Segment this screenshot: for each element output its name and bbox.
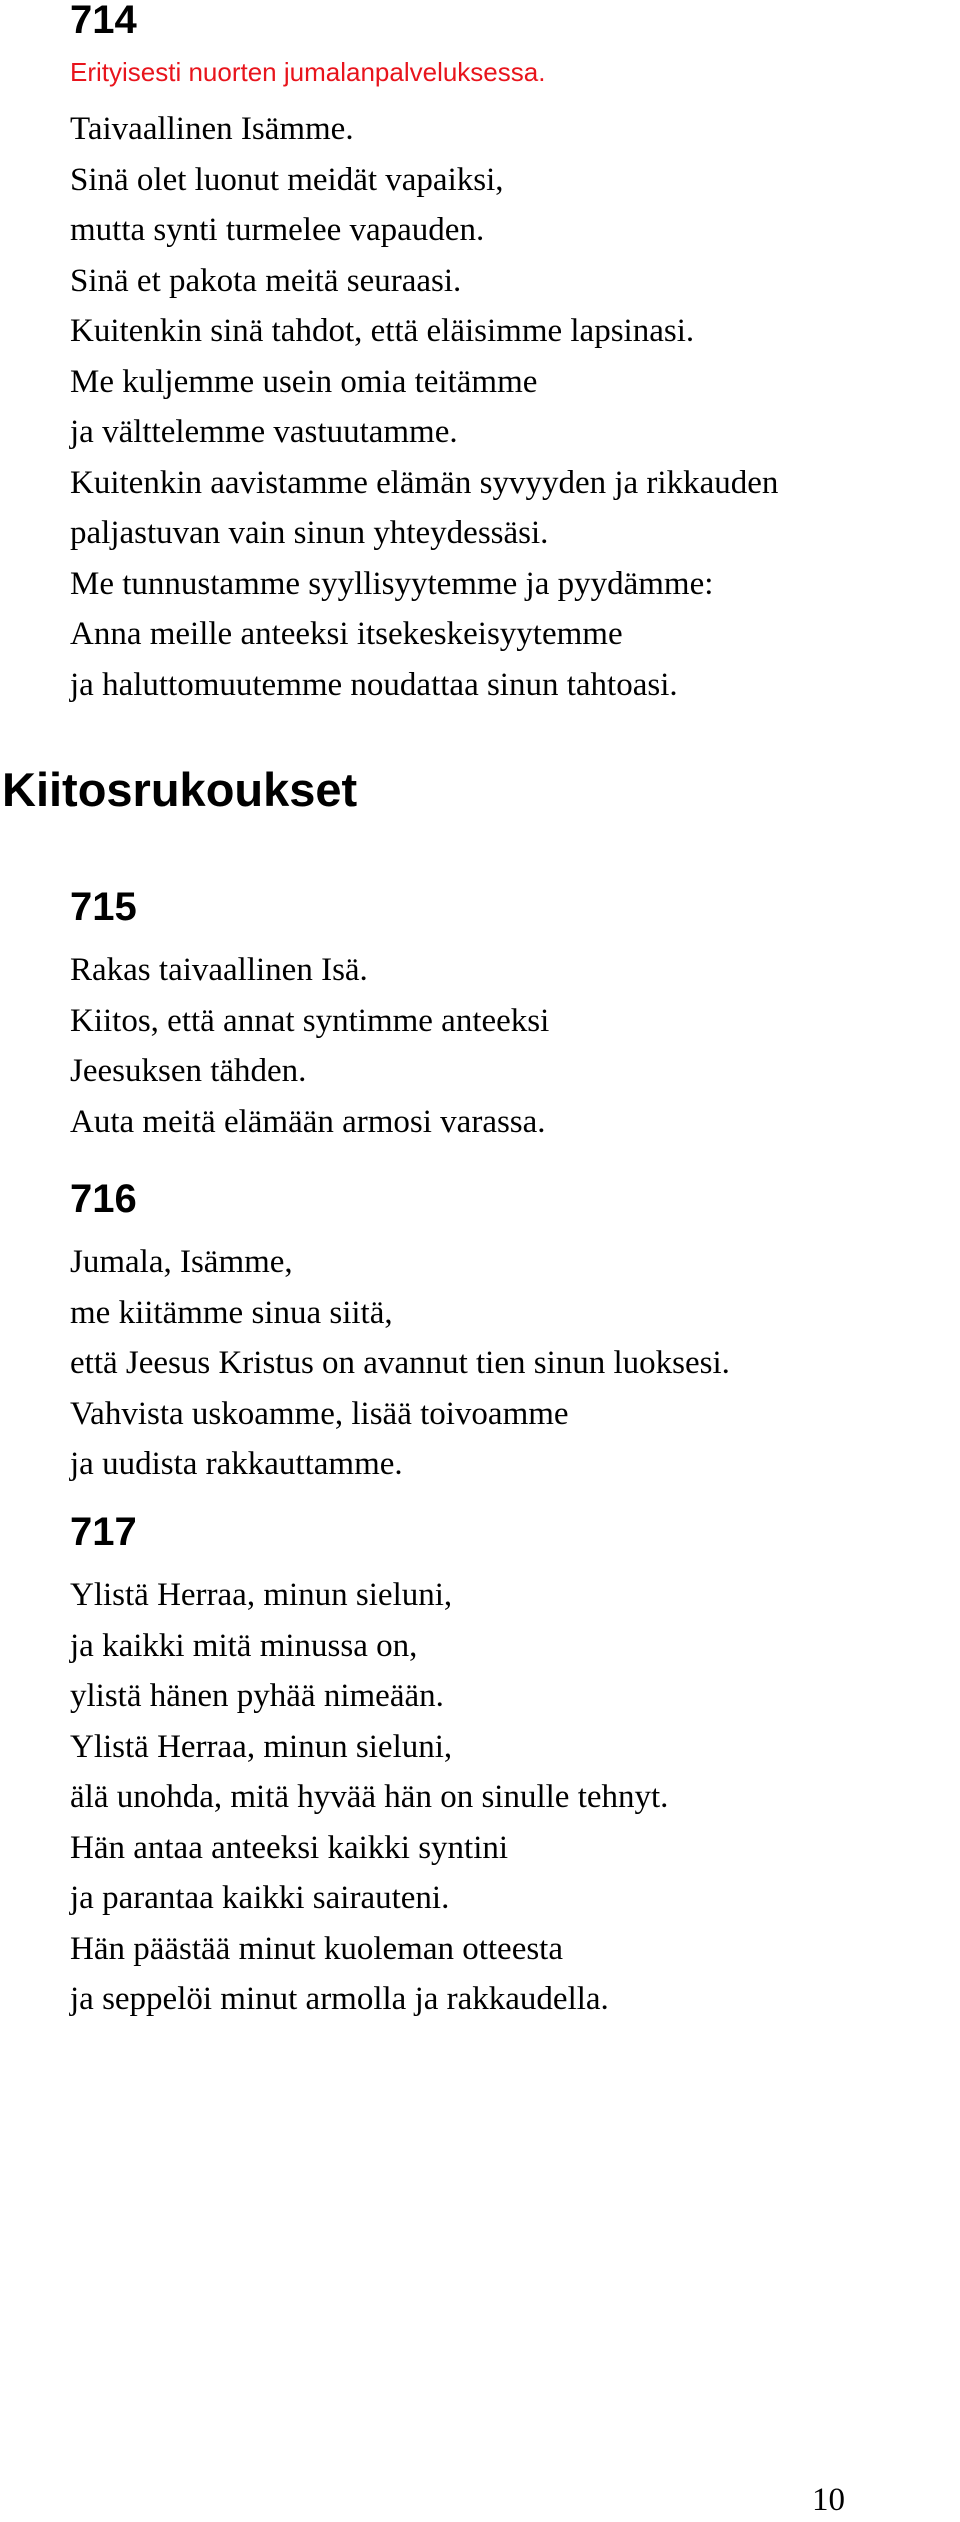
prayer-number: 716 xyxy=(70,1177,137,1221)
prayer-line: ja välttelemme vastuutamme. xyxy=(70,414,458,450)
prayer-text-715 xyxy=(70,945,549,1147)
prayer-number: 714 xyxy=(70,0,137,42)
prayer-text-717 xyxy=(70,1570,668,2025)
prayer-line: ja seppelöi minut armolla ja rakkaudella. xyxy=(70,1981,609,2017)
prayer-line: Jeesuksen tähden. xyxy=(70,1053,307,1089)
prayer-line: mutta synti turmelee vapauden. xyxy=(70,212,485,248)
prayer-line: Jumala, Isämme, xyxy=(70,1244,293,1280)
prayer-line: Kiitos, että annat syntimme anteeksi xyxy=(70,1002,550,1039)
prayer-line: ja haluttomuutemme noudattaa sinun tahtoasi. xyxy=(70,666,678,703)
prayer-note: Erityisesti nuorten jumalanpalveluksessa. xyxy=(70,57,546,87)
prayer-line: ylistä hänen pyhää nimeään. xyxy=(70,1678,444,1714)
prayer-line: Hän antaa anteeksi kaikki syntini xyxy=(70,1829,509,1866)
prayer-line: Kuitenkin sinä tahdot, että eläisimme lapsinasi. xyxy=(70,313,695,349)
prayer-line: Vahvista uskoamme, lisää toivoamme xyxy=(70,1395,569,1432)
prayer-line: ja uudista rakkauttamme. xyxy=(70,1446,403,1482)
prayer-line: paljastuvan vain sinun yhteydessäsi. xyxy=(70,515,549,551)
prayer-line: Rakas taivaallinen Isä. xyxy=(70,952,368,988)
prayer-line: että Jeesus Kristus on avannut tien sinun luoksesi. xyxy=(70,1345,730,1381)
prayer-line: me kiitämme sinua siitä, xyxy=(70,1294,393,1331)
prayer-line: Taivaallinen Isämme. xyxy=(70,111,354,147)
prayer-line: Ylistä Herraa, minun sieluni, xyxy=(70,1577,453,1613)
prayer-text-716 xyxy=(70,1237,730,1490)
prayer-line: Me tunnustamme syyllisyytemme ja pyydämme: xyxy=(70,565,714,602)
prayer-number: 717 xyxy=(70,1510,137,1554)
prayer-line: ja parantaa kaikki sairauteni. xyxy=(70,1880,450,1916)
prayer-line: Kuitenkin aavistamme elämän syvyyden ja rikkauden xyxy=(70,464,779,501)
section-heading: Kiitosrukoukset xyxy=(2,763,358,816)
page-number: 10 xyxy=(812,2482,845,2518)
prayer-line: älä unohda, mitä hyvää hän on sinulle tehnyt. xyxy=(70,1779,669,1815)
prayer-line: Auta meitä elämään armosi varassa. xyxy=(70,1103,546,1140)
prayer-text-714 xyxy=(70,104,778,710)
prayer-line: Sinä et pakota meitä seuraasi. xyxy=(70,262,462,299)
prayer-line: ja kaikki mitä minussa on, xyxy=(70,1627,418,1664)
prayer-line: Me kuljemme usein omia teitämme xyxy=(70,363,538,400)
prayer-line: Hän päästää minut kuoleman otteesta xyxy=(70,1930,564,1967)
prayer-line: Sinä olet luonut meidät vapaiksi, xyxy=(70,161,504,198)
prayer-line: Anna meille anteeksi itsekeskeisyytemme xyxy=(70,616,623,652)
prayer-number: 715 xyxy=(70,885,137,929)
prayer-line: Ylistä Herraa, minun sieluni, xyxy=(70,1728,453,1765)
